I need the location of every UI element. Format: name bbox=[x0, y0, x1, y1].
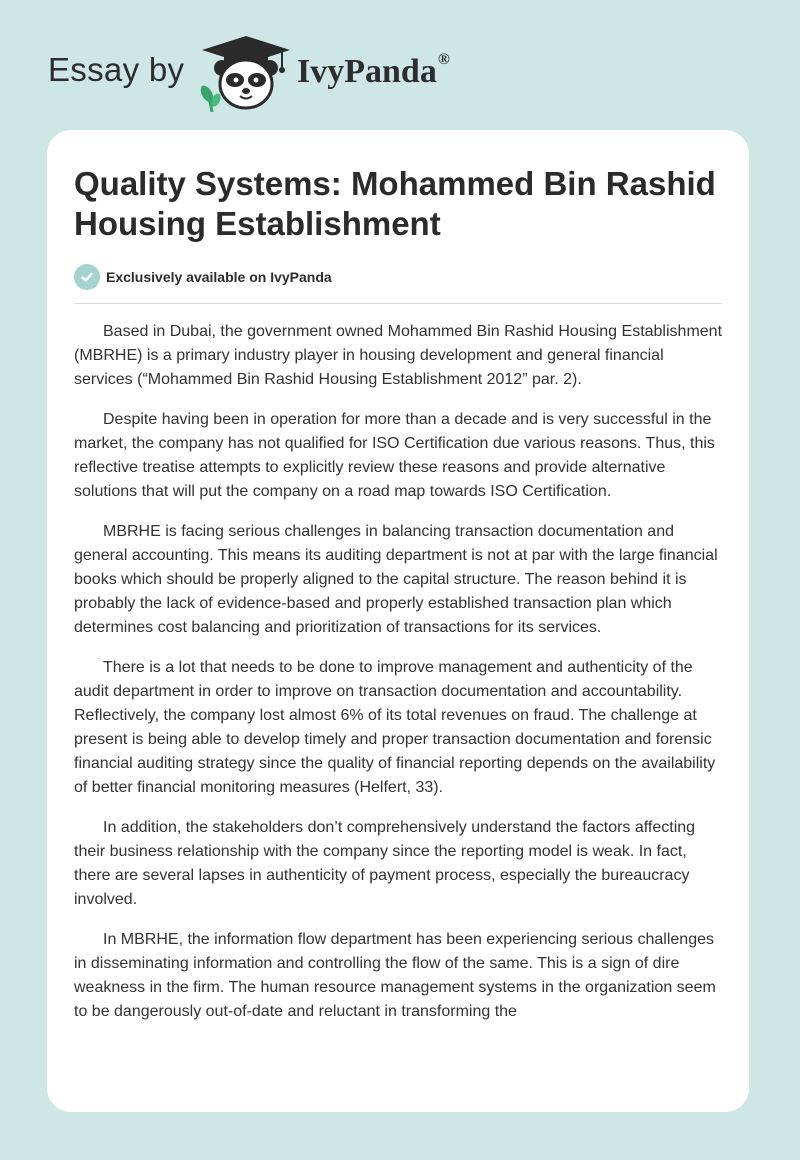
site-header bbox=[0, 0, 800, 130]
paragraph: In addition, the stakeholders don’t comprehensively understand the factors affecting their business relationship with the company since the reporting model is weak. In fact, there are several lapses in authenticity of payment process, especially the bureaucracy involved. bbox=[74, 819, 696, 908]
paragraph: Based in Dubai, the government owned Mohammed Bin Rashid Housing Establishment (MBRHE) is a primary industry player in housing development and general financial services (“Mohammed Bin Rashid Housing Establishment 2012” par. 2). bbox=[74, 323, 723, 388]
article-card bbox=[47, 130, 749, 1112]
exclusive-label: Exclusively available on IvyPanda bbox=[106, 269, 332, 285]
brand-prefix: Essay by bbox=[48, 51, 185, 88]
brand-name-text: IvyPanda bbox=[297, 53, 437, 90]
registered-mark: ® bbox=[437, 51, 450, 68]
paragraph: There is a lot that needs to be done to improve management and authenticity of the audit department in order to improve on transaction documentation and accountability. Reflectively, the company lost almost 6% of its total revenues on fraud. The challenge at present is being able to develop timely and proper transaction documentation and forensic financial auditing strategy since the quality of financial reporting depends on the availability of better financial monitoring measures (Helfert, 33). bbox=[74, 659, 716, 796]
paragraph: In MBRHE, the information flow department has been experiencing serious challenges in disseminating information and controlling the flow of the same. This is a sign of dire weakness in the firm. The human resource management systems in the organization seem to be dangerously out-of-date and reluctant in transforming the bbox=[74, 931, 716, 1020]
paragraph: MBRHE is facing serious challenges in balancing transaction documentation and general accounting. This means its auditing department is not at par with the large financial books which should be properly aligned to the capital structure. The reason behind it is probably the lack of evidence-based and properly established transaction plan which determines cost balancing and prioritization of transactions for its services. bbox=[74, 523, 718, 636]
exclusive-badge bbox=[74, 264, 332, 290]
check-circle-icon bbox=[74, 264, 100, 290]
brand-name bbox=[297, 53, 450, 91]
article-body bbox=[74, 320, 726, 1040]
panda-logo-icon[interactable] bbox=[198, 34, 294, 112]
article-title: Quality Systems: Mohammed Bin Rashid Housing Establishment bbox=[74, 165, 716, 242]
divider bbox=[74, 303, 722, 304]
paragraph: Despite having been in operation for more than a decade and is very successful in the market, the company has not qualified for ISO Certification due various reasons. Thus, this reflective treatise attempts to explicitly review these reasons and provide alternative solutions that will put the company on a road map towards ISO Certification. bbox=[74, 411, 715, 500]
